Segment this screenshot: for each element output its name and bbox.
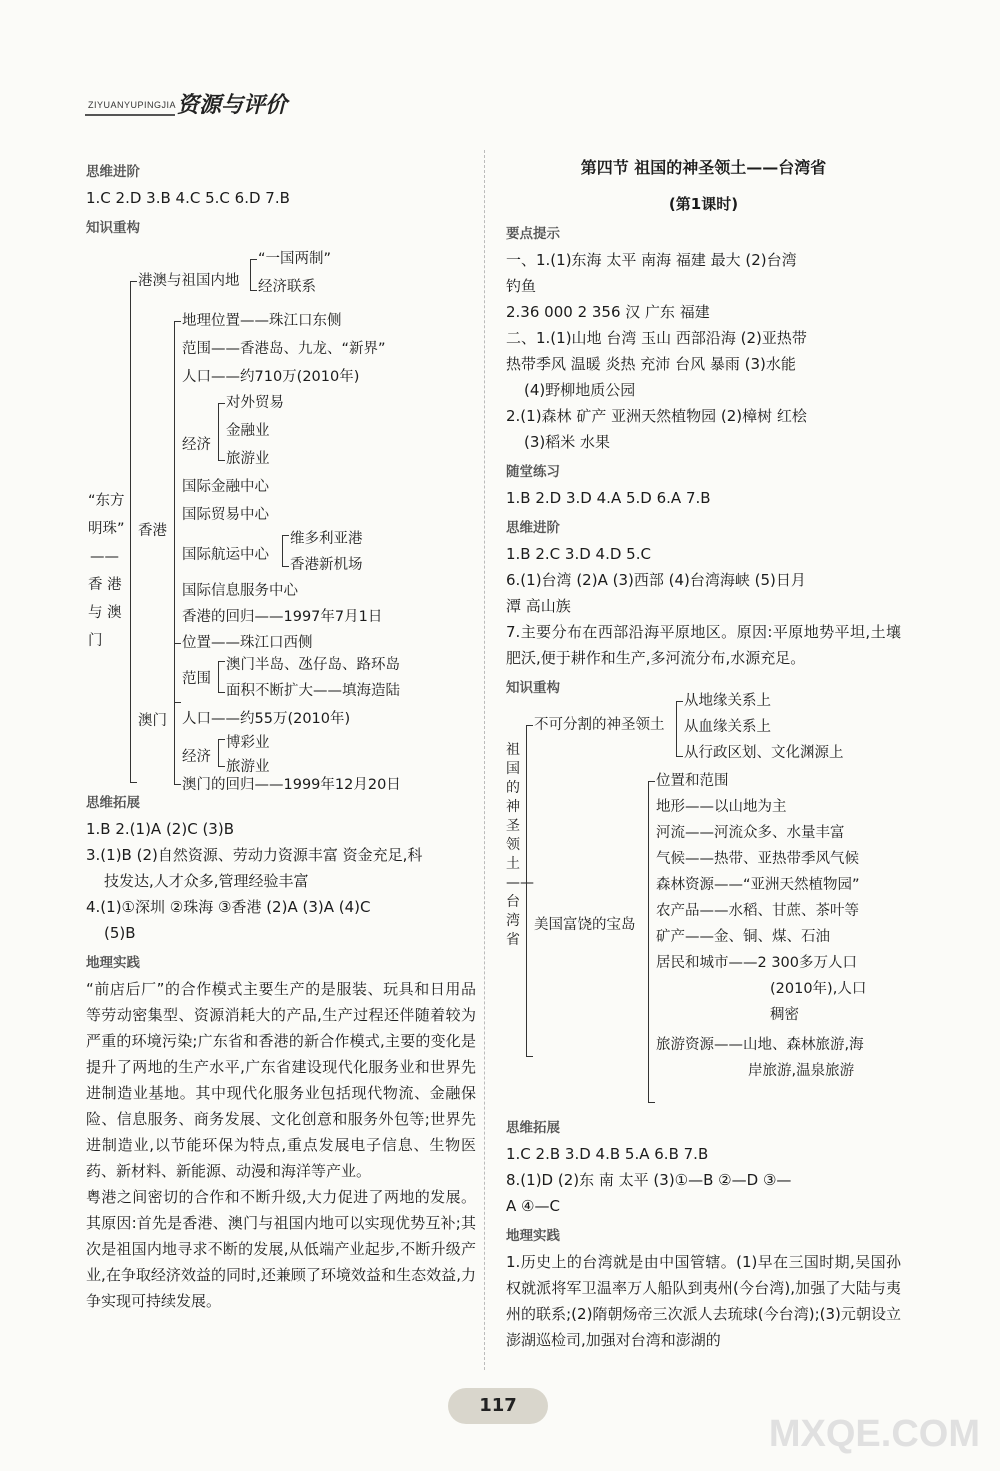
tree-root: 祖国的神圣领土——台湾省 xyxy=(506,742,534,948)
paragraph: 粤港之间密切的合作和不断升级,大力促进了两地的发展。其原因:首先是香港、澳门与祖国内地可以实现优势互补;其次是祖国内地寻求不断的发展,从低端产业起步,不断升级产业,在争取经济效益的同时,还兼顾了环境效益和生态效益,力争实现可持续发展。 xyxy=(86,1188,476,1310)
tree-node: 国际航运中心 xyxy=(182,547,269,563)
tree-node: 美国富饶的宝岛 xyxy=(534,917,636,933)
tree-node: 香港的回归——1997年7月1日 xyxy=(182,609,383,625)
tree-node: 旅游资源——山地、森林旅游,海 xyxy=(656,1037,864,1053)
answer-line: 1.B 2.C 3.D 4.D 5.C xyxy=(506,545,651,563)
tree-node: 澳门 xyxy=(138,713,167,729)
lesson-title: 第四节 祖国的神圣领土——台湾省 xyxy=(580,158,827,177)
section-title: 思维进阶 xyxy=(86,164,140,180)
tree-node: 不可分割的神圣领土 xyxy=(534,717,665,733)
tree-node: 香港新机场 xyxy=(290,557,363,573)
answer-line: 2.(1)森林 矿产 亚洲天然植物园 (2)樟树 红桧 xyxy=(506,407,807,425)
bracket xyxy=(174,643,181,785)
knowledge-tree-hk-macau xyxy=(86,241,476,793)
tree-node: 博彩业 xyxy=(226,735,270,751)
tree-node: 经济 xyxy=(182,749,211,765)
section-title: 思维拓展 xyxy=(86,795,140,811)
answer-line: 技发达,人才众多,管理经验丰富 xyxy=(104,872,309,890)
answer-line: 2.36 000 2 356 汉 广东 福建 xyxy=(506,303,710,321)
answer-line: 6.(1)台湾 (2)A (3)西部 (4)台湾海峡 (5)日月 xyxy=(506,571,806,589)
tree-node: 河流——河流众多、水量丰富 xyxy=(656,825,845,841)
tree-node: 国际信息服务中心 xyxy=(182,583,298,599)
tree-node: 金融业 xyxy=(226,423,270,439)
tree-node: 对外贸易 xyxy=(226,395,284,411)
tree-root: 香 港 xyxy=(88,577,122,593)
tree-node: 范围 xyxy=(182,671,211,687)
section-title: 思维进阶 xyxy=(506,520,560,536)
tree-node: 从地缘关系上 xyxy=(684,693,771,709)
bracket xyxy=(526,725,533,1057)
answer-line: (4)野柳地质公园 xyxy=(524,381,636,399)
answer-line: 钓鱼 xyxy=(506,277,537,295)
answer-line: 4.(1)①深圳 ②珠海 ③香港 (2)A (3)A (4)C xyxy=(86,898,371,916)
page-number: 117 xyxy=(448,1388,548,1424)
section-title: 知识重构 xyxy=(86,220,140,236)
bracket xyxy=(648,781,655,1103)
tree-root: “东方 xyxy=(88,493,125,509)
answer-line: 二、1.(1)山地 台湾 玉山 西部沿海 (2)亚热带 xyxy=(506,329,807,347)
section-title: 要点提示 xyxy=(506,226,560,242)
tree-root: 明珠” xyxy=(88,521,125,537)
answer-line: 潭 高山族 xyxy=(506,597,571,615)
answer-line: 一、1.(1)东海 太平 南海 福建 最大 (2)台湾 xyxy=(506,251,797,269)
tree-node: “一国两制” xyxy=(258,251,332,267)
tree-node: 人口——约710万(2010年) xyxy=(182,369,360,385)
bracket xyxy=(218,739,225,767)
tree-node: 国际贸易中心 xyxy=(182,507,269,523)
answer-line: 1.B 2.(1)A (2)C (3)B xyxy=(86,820,234,838)
knowledge-tree-taiwan xyxy=(506,693,901,1111)
tree-node: 维多利亚港 xyxy=(290,531,363,547)
bracket xyxy=(250,259,257,291)
tree-node: 农产品——水稻、甘蔗、茶叶等 xyxy=(656,903,859,919)
header xyxy=(85,88,385,128)
tree-node: 森林资源——“亚洲天然植物园” xyxy=(656,877,860,893)
tree-node: 稠密 xyxy=(770,1007,799,1023)
watermark: MXQE.COM xyxy=(768,1413,980,1455)
bracket xyxy=(282,535,289,567)
header-title: 资源与评价 xyxy=(177,93,288,118)
header-pinyin: ZIYUANYUPINGJIA xyxy=(88,100,177,110)
paragraph: 1.历史上的台湾就是由中国管辖。(1)早在三国时期,吴国孙权就派将军卫温率万人船队到夷州(今台湾),加强了大陆与夷州的联系;(2)隋朝炀帝三次派人去琉球(今台湾);(3)元朝设立澎湖巡检司,加强对台湾和澎湖的 xyxy=(506,1253,901,1349)
left-column xyxy=(86,155,476,1314)
tree-node: 位置——珠江口西侧 xyxy=(182,635,313,651)
section-title: 随堂练习 xyxy=(506,464,560,480)
tree-node: 澳门的回归——1999年12月20日 xyxy=(182,777,401,793)
tree-node: 旅游业 xyxy=(226,759,270,775)
tree-root: —— xyxy=(90,549,119,565)
tree-node: 矿产——金、铜、煤、石油 xyxy=(656,929,830,945)
tree-node: 从血缘关系上 xyxy=(684,719,771,735)
section-title: 思维拓展 xyxy=(506,1120,560,1136)
tree-root: 与 澳 xyxy=(88,605,122,621)
tree-node: 人口——约55万(2010年) xyxy=(182,711,351,727)
right-column xyxy=(506,155,901,1353)
answer-line: 1.C 2.D 3.B 4.C 5.C 6.D 7.B xyxy=(86,189,290,207)
answer-line: (5)B xyxy=(104,924,136,942)
lesson-subtitle: (第1课时) xyxy=(668,195,739,213)
tree-node: 澳门半岛、氹仔岛、路环岛 xyxy=(226,657,400,673)
bracket xyxy=(676,701,683,757)
tree-node: 经济 xyxy=(182,437,211,453)
tree-node: 经济联系 xyxy=(258,279,316,295)
section-title: 知识重构 xyxy=(506,680,560,696)
header-arrow xyxy=(85,114,175,116)
paragraph: 7.主要分布在西部沿海平原地区。原因:平原地势平坦,土壤肥沃,便于耕作和生产,多河流分布,水源充足。 xyxy=(506,623,901,667)
tree-node: 旅游业 xyxy=(226,451,270,467)
tree-root: 门 xyxy=(88,633,103,649)
tree-node: 范围——香港岛、九龙、“新界” xyxy=(182,341,386,357)
bracket xyxy=(130,281,137,783)
answer-line: 8.(1)D (2)东 南 太平 (3)①—B ②—D ③— xyxy=(506,1171,792,1189)
tree-node: (2010年),人口 xyxy=(770,981,867,997)
tree-node: 港澳与祖国内地 xyxy=(138,273,240,289)
section-title: 地理实践 xyxy=(506,1228,560,1244)
tree-node: 香港 xyxy=(138,523,167,539)
tree-node: 从行政区划、文化渊源上 xyxy=(684,745,844,761)
answer-line: A ④—C xyxy=(506,1197,560,1215)
section-title: 地理实践 xyxy=(86,955,140,971)
tree-node: 气候——热带、亚热带季风气候 xyxy=(656,851,859,867)
answer-line: 1.C 2.B 3.D 4.B 5.A 6.B 7.B xyxy=(506,1145,709,1163)
tree-node: 地形——以山地为主 xyxy=(656,799,787,815)
bracket xyxy=(218,661,225,693)
answer-line: (3)稻米 水果 xyxy=(524,433,611,451)
answer-line: 3.(1)B (2)自然资源、劳动力资源丰富 资金充足,科 xyxy=(86,846,423,864)
paragraph: “前店后厂”的合作模式主要生产的是服装、玩具和日用品等劳动密集型、资源消耗大的产品,生产过程还伴随着较为严重的环境污染;广东省和香港的新合作模式,主要的变化是提升了两地的生产水平,广东省建设现代化服务业和世界先进制造业基地。其中现代化服务业包括现代物流、金融保险、信息服务、商务发展、文化创意和服务外包等;世界先进制造业,以节能环保为特点,重点发展电子信息、生物医药、新材料、新能源、动漫和海洋等产业。 xyxy=(86,980,476,1180)
answer-line: 热带季风 温暖 炎热 充沛 台风 暴雨 (3)水能 xyxy=(506,355,796,373)
tree-node: 位置和范围 xyxy=(656,773,729,789)
tree-node: 岸旅游,温泉旅游 xyxy=(748,1063,855,1079)
tree-node: 面积不断扩大——填海造陆 xyxy=(226,683,400,699)
column-divider xyxy=(484,150,486,1370)
tree-node: 居民和城市——2 300多万人口 xyxy=(656,955,858,971)
tree-node: 地理位置——珠江口东侧 xyxy=(182,313,342,329)
answer-line: 1.B 2.D 3.D 4.A 5.D 6.A 7.B xyxy=(506,489,711,507)
bracket xyxy=(218,403,225,461)
tree-node: 国际金融中心 xyxy=(182,479,269,495)
